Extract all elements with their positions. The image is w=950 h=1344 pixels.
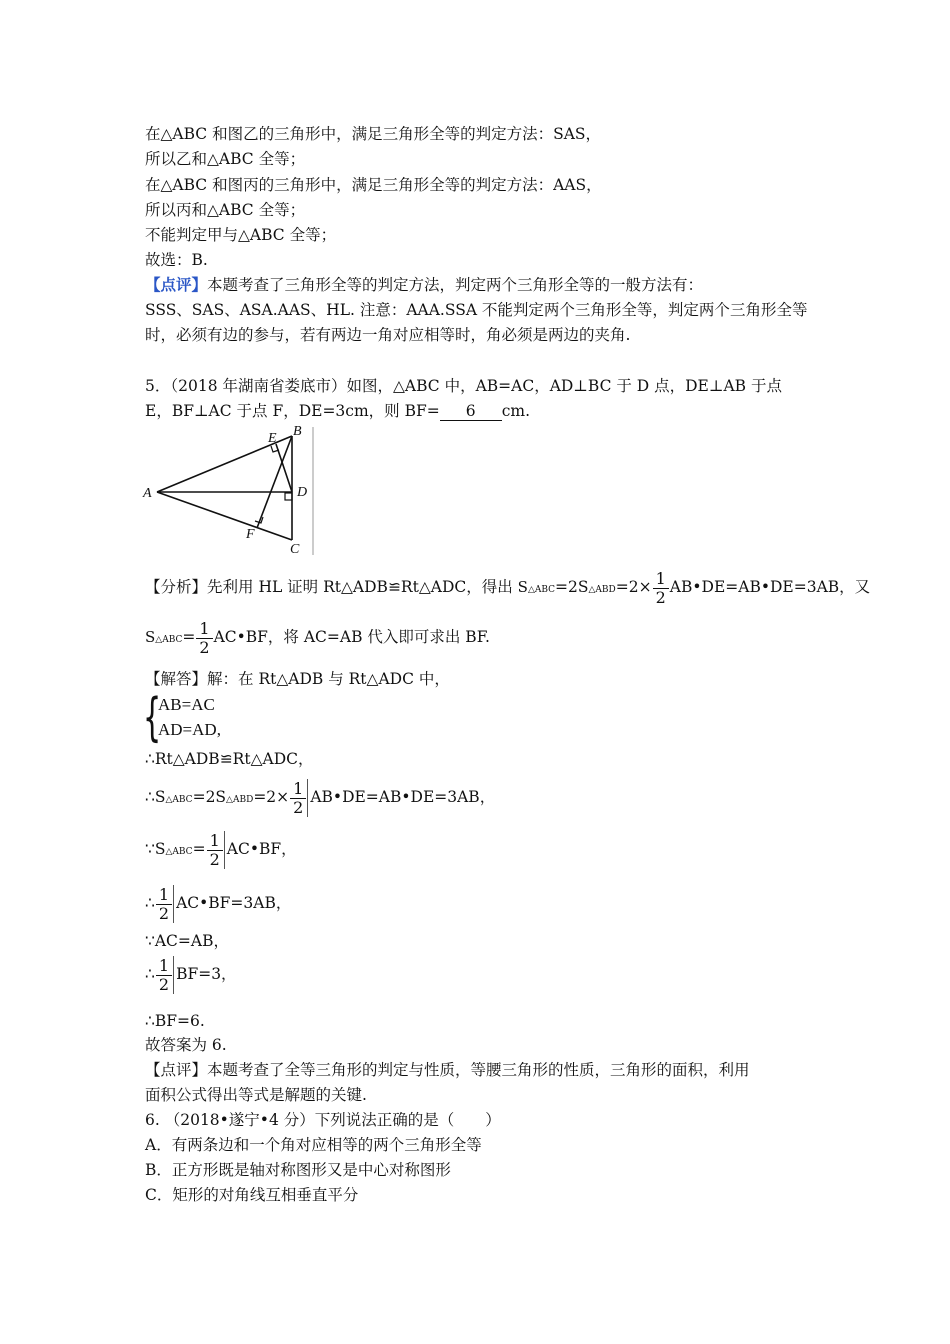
- analysis-text: 先利用 HL 证明 Rt△ADB≌Rt△ADC，得出: [207, 578, 518, 596]
- fraction: [156, 957, 172, 994]
- denominator: 2: [156, 904, 172, 923]
- system-eq-2: [158, 719, 221, 741]
- comma: ,: [216, 720, 221, 739]
- fraction-bar: [173, 885, 174, 923]
- subscript: △ABC: [165, 795, 193, 805]
- numerator: 1: [209, 830, 220, 850]
- eq-text: =: [182, 628, 196, 646]
- fraction: [196, 620, 212, 657]
- label-B: B: [293, 424, 302, 439]
- analysis-line-1: [145, 568, 870, 609]
- numerator: 1: [655, 568, 666, 588]
- s-symbol: S: [145, 628, 156, 646]
- step-text: ∵S: [145, 840, 166, 858]
- comment-line: [145, 274, 703, 296]
- fraction: [653, 570, 669, 607]
- text-line: 故选：B.: [145, 251, 208, 269]
- fraction: [156, 886, 172, 923]
- option-c: C．矩形的对角线互相垂直平分: [145, 1186, 359, 1204]
- fraction: [207, 832, 223, 869]
- solution-tag: 【解答】: [145, 670, 208, 688]
- text-line: SSS、SAS、ASA.AAS、HL. 注意：AAA.SSA 不能判定两个三角形全等，判定两个三角形全等: [145, 301, 808, 319]
- solution-step: ∵AC=AB，: [145, 932, 229, 950]
- numerator: 1: [293, 778, 304, 798]
- solution-step: ∴Rt△ADB≌Rt△ADC，: [145, 750, 314, 768]
- analysis-text: AC•BF，将 AC=AB 代入即可求出 BF.: [213, 628, 490, 646]
- fraction-bar: [307, 779, 308, 817]
- question-6-stem: 6. （2018•遂宁•4 分）下列说法正确的是（ ）: [145, 1111, 501, 1129]
- comment-line: [145, 1059, 750, 1081]
- analysis-tag: 【分析】: [145, 578, 208, 596]
- q5-post: cm.: [501, 402, 531, 420]
- text-line: 所以乙和△ABC 全等；: [145, 150, 306, 168]
- subscript: △ABC: [155, 635, 183, 645]
- text-line: 所以丙和△ABC 全等；: [145, 201, 306, 219]
- system-eq-2-text: AD=AD: [158, 720, 217, 739]
- text-line: 在△ABC 和图乙的三角形中，满足三角形全等的判定方法：SAS，: [145, 125, 602, 143]
- system-eq-1: AB=AC: [158, 695, 215, 714]
- step-text: ∴: [145, 965, 155, 983]
- analysis-text: AB•DE=AB•DE=3AB，又: [669, 578, 871, 596]
- solution-step: [145, 778, 495, 819]
- solution-step: [145, 830, 297, 871]
- label-C: C: [290, 542, 300, 557]
- triangle-figure: [140, 423, 320, 558]
- label-D: D: [297, 485, 308, 500]
- brace-symbol: {: [143, 688, 162, 748]
- solution-intro: [145, 668, 450, 690]
- analysis-line-2: [145, 618, 490, 659]
- step-text: =: [192, 840, 206, 858]
- label-F: F: [246, 527, 255, 542]
- step-text: AB•DE=AB•DE=3AB，: [310, 788, 496, 806]
- denominator: 2: [653, 588, 669, 607]
- fraction-bar: [173, 956, 174, 994]
- text-line: 在△ABC 和图丙的三角形中，满足三角形全等的判定方法：AAS，: [145, 176, 602, 194]
- answer-blank: 6: [440, 402, 502, 421]
- subscript: △ABD: [588, 585, 616, 595]
- label-E: E: [268, 431, 277, 446]
- eq-text: =2S: [555, 578, 589, 596]
- step-text: AC•BF，: [226, 840, 297, 858]
- option-a: A．有两条边和一个角对应相等的两个三角形全等: [145, 1136, 482, 1154]
- comment-text: 本题考查了三角形全等的判定方法，判定两个三角形全等的一般方法有：: [207, 276, 704, 294]
- text-line: 时，必须有边的参与，若有两边一角对应相等时，角必须是两边的夹角.: [145, 326, 631, 344]
- q5-pre: E，BF⊥AC 于点 F，DE=3cm，则 BF=: [145, 402, 440, 420]
- comment-tag: 【点评】: [145, 1061, 208, 1079]
- numerator: 1: [199, 618, 210, 638]
- subscript: △ABD: [226, 795, 254, 805]
- solution-step: [145, 955, 237, 994]
- denominator: 2: [196, 638, 212, 657]
- comment-line: 面积公式得出等式是解题的关键.: [145, 1086, 367, 1104]
- denominator: 2: [156, 975, 172, 994]
- option-b: B．正方形既是轴对称图形又是中心对称图形: [145, 1161, 451, 1179]
- step-text: BF=3，: [176, 965, 237, 983]
- step-text: =2×: [253, 788, 290, 806]
- text-line: 不能判定甲与△ABC 全等；: [145, 226, 337, 244]
- question-5-stem-2: [145, 400, 530, 422]
- solution-step: 故答案为 6.: [145, 1036, 227, 1054]
- step-text: AC•BF=3AB，: [176, 894, 292, 912]
- step-text: ∴: [145, 894, 155, 912]
- fraction-bar: [224, 831, 225, 869]
- question-5-stem: 5．（2018 年湖南省娄底市）如图，△ABC 中，AB=AC，AD⊥BC 于 D 点，DE⊥AB 于点: [145, 377, 782, 395]
- numerator: 1: [158, 884, 170, 904]
- comment-tag: 【点评】: [145, 275, 208, 294]
- subscript: △ABC: [165, 847, 193, 857]
- solution-step: [145, 884, 291, 923]
- step-text: =2S: [192, 788, 227, 806]
- eq-text: =2×: [615, 578, 652, 596]
- fraction: [290, 780, 306, 817]
- denominator: 2: [207, 850, 223, 869]
- label-A: A: [143, 486, 152, 501]
- numerator: 1: [158, 955, 170, 975]
- comment-text: 本题考查了全等三角形的判定与性质，等腰三角形的性质，三角形的面积，利用: [207, 1061, 750, 1079]
- solution-text: 解：在 Rt△ADB 与 Rt△ADC 中，: [207, 670, 450, 688]
- s-symbol: S: [517, 578, 528, 596]
- denominator: 2: [290, 798, 306, 817]
- subscript: △ABC: [527, 585, 556, 595]
- solution-step: ∴BF=6.: [145, 1012, 205, 1030]
- step-text: ∴S: [145, 788, 166, 806]
